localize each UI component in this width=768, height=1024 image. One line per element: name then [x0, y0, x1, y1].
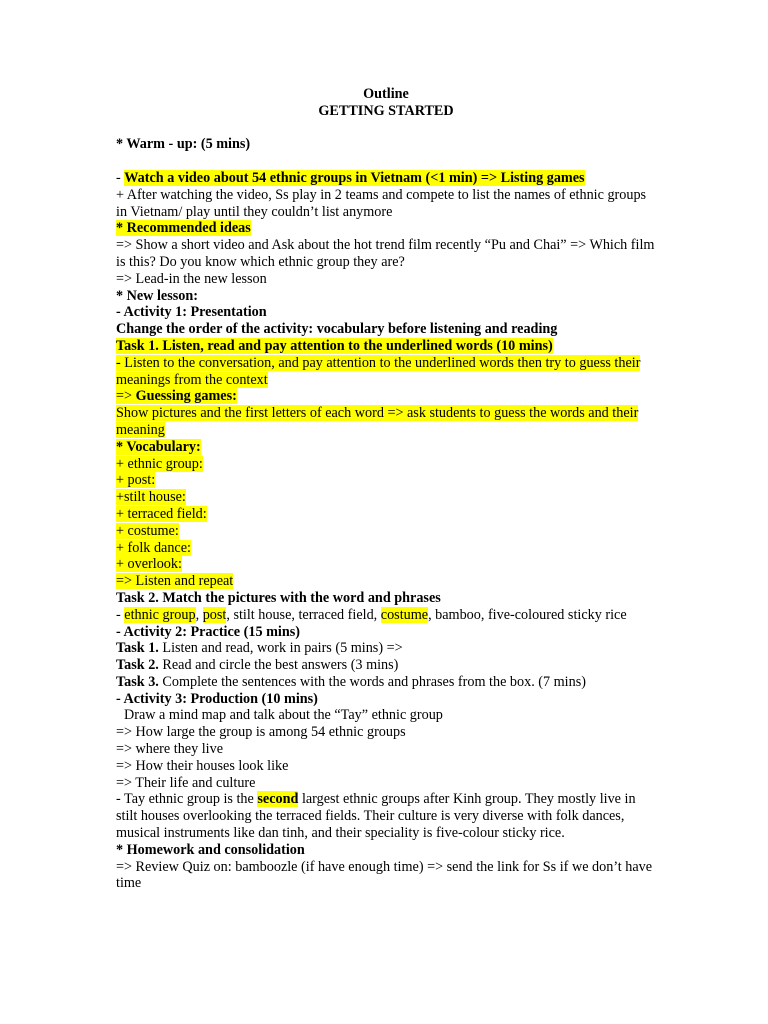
- practice-task-text: Listen and read, work in pairs (5 mins) =>: [158, 640, 403, 657]
- task1-desc: - Listen to the conversation, and pay attention to the underlined words then try to guess their meanings from the context: [116, 354, 641, 388]
- vocab-heading-line: [116, 439, 656, 456]
- production-point: => Their life and culture: [116, 774, 256, 791]
- practice-task: [116, 640, 656, 657]
- vocab-item: [116, 506, 656, 523]
- production-para-post: largest ethnic groups after Kinh group. They mostly live in stilt houses overlooking the terraced fields. Their culture is very diverse with folk dances, musical instruments like dan tinh, and their speciality is five-colour sticky rice.: [116, 791, 636, 842]
- task2-words: [116, 607, 656, 624]
- homework-heading: * Homework and consolidation: [116, 841, 305, 858]
- activity1-heading: - Activity 1: Presentation: [116, 304, 267, 321]
- production-point: => where they live: [116, 741, 224, 758]
- guessing-label: Guessing games:: [135, 388, 237, 405]
- recommended-idea: => Show a short video and Ask about the hot trend film recently “Pu and Chai” => Which film is this? Do you know which ethnic group they are?: [116, 237, 655, 270]
- practice-task-label: Task 3.: [116, 673, 159, 690]
- guessing-prefix: =>: [116, 388, 136, 405]
- vocab-item-text: + costume:: [116, 522, 179, 539]
- listen-repeat-line: [116, 573, 656, 590]
- task2-dash: -: [116, 606, 125, 623]
- practice-task: [116, 674, 656, 691]
- leadin-text: => Lead-in the new lesson: [116, 270, 267, 287]
- vocab-item-text: + terraced field:: [116, 505, 207, 522]
- vocab-item-text: + ethnic group:: [116, 455, 203, 472]
- vocab-item: [116, 540, 656, 557]
- recommended-line: [116, 220, 656, 237]
- vocab-item-text: + post:: [116, 472, 156, 489]
- practice-task: [116, 657, 656, 674]
- warmup-video-text: Watch a video about 54 ethnic groups in Vietnam (<1 min) => Listing games: [124, 169, 585, 186]
- task2-heading: Task 2. Match the pictures with the word and phrases: [116, 589, 441, 606]
- production-para-highlight: second: [257, 791, 299, 808]
- production-para-pre: - Tay ethnic group is the: [116, 791, 258, 808]
- vocab-item-text: + overlook:: [116, 556, 182, 573]
- vocab-heading: * Vocabulary:: [116, 438, 201, 455]
- warmup-heading: * Warm - up: (5 mins): [116, 136, 251, 153]
- vocab-item: [116, 489, 656, 506]
- recommended-heading: * Recommended ideas: [116, 220, 251, 237]
- change-order-note: Change the order of the activity: vocabulary before listening and reading: [116, 321, 558, 338]
- vocab-item-text: + folk dance:: [116, 539, 191, 556]
- listen-repeat: => Listen and repeat: [116, 573, 234, 590]
- warmup-after-text: + After watching the video, Ss play in 2 teams and compete to list the names of ethnic groups in Vietnam/ play until they couldn’t list anymore: [116, 186, 647, 220]
- production-point: => How their houses look like: [116, 757, 289, 774]
- vocab-item-text: +stilt house:: [116, 489, 186, 506]
- homework-text: => Review Quiz on: bamboozle (if have enough time) => send the link for Ss if we don’t have time: [116, 858, 653, 892]
- practice-task-text: Complete the sentences with the words and phrases from the box. (7 mins): [158, 673, 586, 690]
- document-body: [116, 86, 656, 892]
- activity2-heading: - Activity 2: Practice (15 mins): [116, 623, 300, 640]
- task2-sep: ,: [195, 606, 203, 623]
- document-title: Outline: [363, 86, 409, 102]
- vocab-item: [116, 556, 656, 573]
- task2-mid: , stilt house, terraced field,: [226, 606, 381, 623]
- production-paragraph: [116, 791, 656, 841]
- warmup-video-line: [116, 170, 656, 187]
- guessing-desc-line: [116, 405, 656, 439]
- task2-word-post: post: [202, 606, 227, 623]
- activity3-heading: - Activity 3: Production (10 mins): [116, 690, 318, 707]
- document-subtitle: GETTING STARTED: [318, 102, 454, 119]
- guessing-line: [116, 388, 656, 405]
- task2-word-costume: costume: [380, 606, 429, 623]
- guessing-desc: Show pictures and the first letters of each word => ask students to guess the words and their meaning: [116, 405, 639, 438]
- task2-end: , bamboo, five-coloured sticky rice: [428, 606, 627, 623]
- task2-word-ethnic-group: ethnic group: [124, 606, 196, 623]
- practice-task-label: Task 2.: [116, 657, 159, 674]
- practice-task-text: Read and circle the best answers (3 mins): [158, 657, 399, 674]
- production-point: => How large the group is among 54 ethnic groups: [116, 724, 406, 741]
- vocab-item: [116, 523, 656, 540]
- task1-line: [116, 338, 656, 355]
- warmup-dash: -: [116, 169, 125, 186]
- spacer: [116, 120, 656, 137]
- practice-task-label: Task 1.: [116, 640, 159, 657]
- vocab-item: [116, 472, 656, 489]
- vocab-item: [116, 456, 656, 473]
- production-intro: Draw a mind map and talk about the “Tay” ethnic group: [124, 707, 443, 724]
- task1-heading: Task 1. Listen, read and pay attention to the underlined words (10 mins): [116, 337, 553, 354]
- task1-desc-line: [116, 355, 656, 389]
- new-lesson-heading: * New lesson:: [116, 287, 198, 304]
- spacer: [116, 153, 656, 170]
